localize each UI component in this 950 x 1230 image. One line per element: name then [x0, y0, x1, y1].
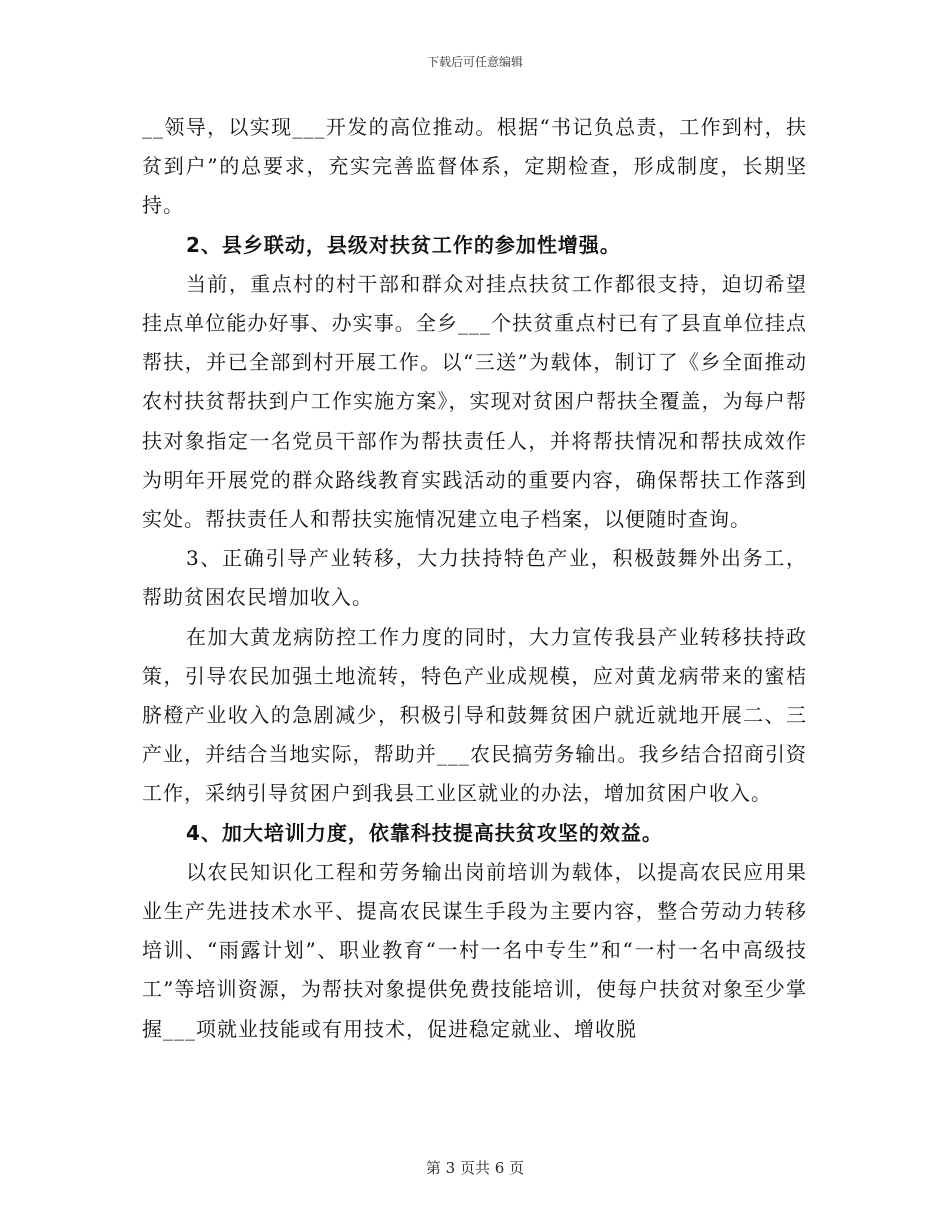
document-body: [142, 108, 807, 1049]
paragraph-continuation: __领导，以实现___开发的高位推动。根据“书记负总责，工作到村，扶贫到户”的总要求，充实完善监督体系，定期检查，形成制度，长期坚持。: [142, 115, 807, 218]
paragraph-section-4: 以农民知识化工程和劳务输出岗前培训为载体，以提高农民应用果业生产先进技术水平、提高农民谋生手段为主要内容，整合劳动力转移培训、“雨露计划”、职业教育“一村一名中专生”和“一村一名中高级技工”等培训资源，为帮扶对象提供免费技能培训，使每户扶贫对象至少掌握___项就业技能或有用技术，促进稳定就业、增收脱: [142, 859, 807, 1041]
paragraph-section-2: 当前，重点村的村干部和群众对挂点扶贫工作都很支持，迫切希望挂点单位能办好事、办实事。全乡___个扶贫重点村已有了县直单位挂点帮扶，并已全部到村开展工作。以“三送”为载体，制订了《乡全面推动农村扶贫帮扶到户工作实施方案》，实现对贫困户帮扶全覆盖，为每户帮扶对象指定一名党员干部作为帮扶责任人，并将帮扶情况和帮扶成效作为明年开展党的群众路线教育实践活动的重要内容，确保帮扶工作落到实处。帮扶责任人和帮扶实施情况建立电子档案，以便随时查询。: [142, 271, 807, 532]
section-heading-2: 2、县乡联动，县级对扶贫工作的参加性增强。: [186, 232, 621, 257]
page-header: 下载后可任意编辑: [426, 55, 523, 69]
section-heading-4: 4、加大培训力度，依靠科技提高扶贫攻坚的效益。: [186, 820, 663, 845]
paragraph-section-3: 在加大黄龙病防控工作力度的同时，大力宣传我县产业转移扶持政策，引导农民加强土地流转，特色产业成规模，应对黄龙病带来的蜜桔脐橙产业收入的急剧减少，积极引导和鼓舞贫困户就近就地开展二、三产业，并结合当地实际，帮助并___农民搞劳务输出。我乡结合招商引资工作，采纳引导贫困户到我县工业区就业的办法，增加贫困户收入。: [142, 624, 807, 806]
paragraph-section-3-title: 3、正确引导产业转移，大力扶持特色产业，积极鼓舞外出务工，帮助贫困农民增加收入。: [142, 546, 807, 610]
page-footer: 第 3 页共 6 页: [425, 1159, 525, 1177]
